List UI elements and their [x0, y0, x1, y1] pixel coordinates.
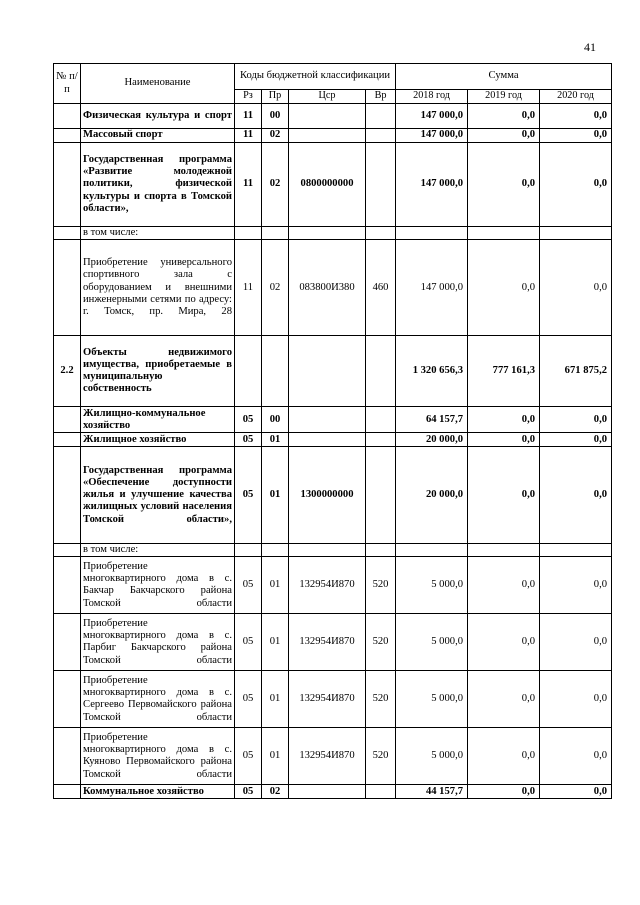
- cell-pr: 01: [262, 557, 289, 614]
- cell-sum-2019: 0,0: [468, 614, 540, 671]
- cell-num: [54, 143, 81, 227]
- cell-name: Государственная программа «Обеспечение доступности жилья и улучшение качества жилищных условий населения Томской области»,: [81, 447, 235, 544]
- cell-pr: 01: [262, 671, 289, 728]
- cell-sum-2019: 0,0: [468, 447, 540, 544]
- cell-rz: [235, 227, 262, 240]
- cell-name: Жилищное хозяйство: [81, 433, 235, 447]
- cell-name: в том числе:: [81, 227, 235, 240]
- cell-csr: 0800000000: [289, 143, 366, 227]
- cell-rz: 11: [235, 104, 262, 129]
- cell-num: [54, 544, 81, 557]
- cell-pr: 01: [262, 728, 289, 785]
- cell-num: [54, 614, 81, 671]
- cell-sum-2020: 0,0: [540, 728, 612, 785]
- cell-sum-2018: 44 157,7: [396, 785, 468, 799]
- cell-csr: [289, 407, 366, 433]
- cell-sum-2019: 0,0: [468, 143, 540, 227]
- cell-sum-2020: 671 875,2: [540, 336, 612, 407]
- cell-sum-2020: 0,0: [540, 104, 612, 129]
- cell-pr: 00: [262, 104, 289, 129]
- header-num: № п/п: [54, 64, 81, 104]
- cell-pr: 01: [262, 614, 289, 671]
- cell-vr: [366, 227, 396, 240]
- cell-rz: 05: [235, 671, 262, 728]
- cell-num: [54, 557, 81, 614]
- cell-sum-2019: [468, 544, 540, 557]
- cell-sum-2018: [396, 544, 468, 557]
- cell-name: Приобретение многоквартирного дома в с. Парбиг Бакчарского района Томской области: [81, 614, 235, 671]
- cell-rz: 05: [235, 614, 262, 671]
- cell-vr: [366, 407, 396, 433]
- cell-vr: [366, 129, 396, 143]
- cell-rz: [235, 544, 262, 557]
- cell-num: [54, 129, 81, 143]
- cell-rz: 05: [235, 447, 262, 544]
- cell-sum-2020: 0,0: [540, 433, 612, 447]
- table-row: [54, 447, 612, 544]
- cell-num: [54, 433, 81, 447]
- cell-name: Приобретение многоквартирного дома в с. Бакчар Бакчарского района Томской области: [81, 557, 235, 614]
- cell-sum-2018: 5 000,0: [396, 728, 468, 785]
- cell-vr: [366, 785, 396, 799]
- table-row: [54, 785, 612, 799]
- table-row: [54, 671, 612, 728]
- budget-table: [53, 63, 612, 799]
- cell-sum-2018: 5 000,0: [396, 671, 468, 728]
- cell-rz: 05: [235, 785, 262, 799]
- cell-vr: [366, 447, 396, 544]
- cell-csr: [289, 433, 366, 447]
- cell-vr: 460: [366, 240, 396, 336]
- cell-csr: [289, 336, 366, 407]
- header-name: Наименование: [81, 64, 235, 104]
- cell-sum-2018: 5 000,0: [396, 557, 468, 614]
- cell-vr: [366, 104, 396, 129]
- cell-vr: 520: [366, 614, 396, 671]
- cell-sum-2019: 0,0: [468, 557, 540, 614]
- table-row: [54, 104, 612, 129]
- header-sum: Сумма: [396, 64, 612, 90]
- cell-sum-2020: 0,0: [540, 671, 612, 728]
- cell-pr: 02: [262, 240, 289, 336]
- cell-name: в том числе:: [81, 544, 235, 557]
- cell-name: Массовый спорт: [81, 129, 235, 143]
- cell-sum-2019: 0,0: [468, 785, 540, 799]
- cell-sum-2020: 0,0: [540, 407, 612, 433]
- cell-name: Приобретение универсального спортивного зала с оборудованием и внешними инженерными сетями по адресу: г. Томск, пр. Мира, 28: [81, 240, 235, 336]
- cell-sum-2018: 147 000,0: [396, 129, 468, 143]
- header-year-2020: 2020 год: [540, 90, 612, 104]
- cell-sum-2020: [540, 544, 612, 557]
- header-rz: Рз: [235, 90, 262, 104]
- cell-vr: 520: [366, 557, 396, 614]
- header-codes: Коды бюджетной классификации: [235, 64, 396, 90]
- table-row: [54, 143, 612, 227]
- header-vr: Вр: [366, 90, 396, 104]
- cell-vr: [366, 433, 396, 447]
- cell-sum-2018: 20 000,0: [396, 447, 468, 544]
- cell-vr: [366, 143, 396, 227]
- cell-name: Приобретение многоквартирного дома в с. Куяново Первомайского района Томской области: [81, 728, 235, 785]
- cell-sum-2018: 20 000,0: [396, 433, 468, 447]
- table-row: [54, 336, 612, 407]
- table-row: [54, 614, 612, 671]
- cell-pr: 02: [262, 785, 289, 799]
- cell-name: Государственная программа «Развитие молодежной политики, физической культуры и спорта в Томской области»,: [81, 143, 235, 227]
- cell-rz: 05: [235, 728, 262, 785]
- table-row: [54, 544, 612, 557]
- cell-sum-2018: [396, 227, 468, 240]
- cell-pr: 00: [262, 407, 289, 433]
- cell-rz: 11: [235, 143, 262, 227]
- cell-num: [54, 728, 81, 785]
- cell-sum-2019: 0,0: [468, 240, 540, 336]
- table-row: [54, 227, 612, 240]
- cell-sum-2020: 0,0: [540, 614, 612, 671]
- cell-rz: 05: [235, 407, 262, 433]
- cell-rz: 11: [235, 240, 262, 336]
- cell-csr: 132954И870: [289, 557, 366, 614]
- cell-csr: 132954И870: [289, 728, 366, 785]
- cell-sum-2018: 64 157,7: [396, 407, 468, 433]
- cell-pr: [262, 227, 289, 240]
- cell-vr: 520: [366, 728, 396, 785]
- page-number: 41: [584, 40, 596, 54]
- cell-rz: 05: [235, 557, 262, 614]
- table-row: [54, 407, 612, 433]
- cell-sum-2020: 0,0: [540, 143, 612, 227]
- header-csr: Цср: [289, 90, 366, 104]
- cell-pr: [262, 544, 289, 557]
- cell-csr: [289, 129, 366, 143]
- cell-pr: 01: [262, 447, 289, 544]
- cell-sum-2018: 147 000,0: [396, 240, 468, 336]
- cell-num: [54, 240, 81, 336]
- table-row: [54, 557, 612, 614]
- cell-sum-2020: 0,0: [540, 785, 612, 799]
- cell-sum-2018: 1 320 656,3: [396, 336, 468, 407]
- cell-sum-2019: [468, 227, 540, 240]
- cell-sum-2020: 0,0: [540, 129, 612, 143]
- cell-vr: [366, 544, 396, 557]
- cell-num: [54, 785, 81, 799]
- cell-name: Приобретение многоквартирного дома в с. Сергеево Первомайского района Томской области: [81, 671, 235, 728]
- cell-csr: [289, 544, 366, 557]
- header-pr: Пр: [262, 90, 289, 104]
- cell-sum-2020: [540, 227, 612, 240]
- cell-num: 2.2: [54, 336, 81, 407]
- cell-pr: 02: [262, 143, 289, 227]
- cell-vr: 520: [366, 671, 396, 728]
- cell-sum-2020: 0,0: [540, 557, 612, 614]
- cell-sum-2018: 147 000,0: [396, 143, 468, 227]
- cell-csr: 132954И870: [289, 614, 366, 671]
- header-year-2018: 2018 год: [396, 90, 468, 104]
- cell-pr: 02: [262, 129, 289, 143]
- cell-sum-2019: 0,0: [468, 671, 540, 728]
- cell-pr: 01: [262, 433, 289, 447]
- cell-sum-2019: 0,0: [468, 407, 540, 433]
- cell-num: [54, 104, 81, 129]
- cell-sum-2018: 5 000,0: [396, 614, 468, 671]
- cell-sum-2019: 777 161,3: [468, 336, 540, 407]
- cell-sum-2019: 0,0: [468, 728, 540, 785]
- cell-rz: [235, 336, 262, 407]
- cell-name: Объекты недвижимого имущества, приобретаемые в муниципальную собственность: [81, 336, 235, 407]
- header-year-2019: 2019 год: [468, 90, 540, 104]
- cell-num: [54, 447, 81, 544]
- cell-csr: [289, 104, 366, 129]
- cell-csr: 083800И380: [289, 240, 366, 336]
- table-row: [54, 240, 612, 336]
- cell-sum-2020: 0,0: [540, 240, 612, 336]
- cell-name: Коммунальное хозяйство: [81, 785, 235, 799]
- cell-csr: [289, 785, 366, 799]
- table-row: [54, 728, 612, 785]
- cell-sum-2019: 0,0: [468, 433, 540, 447]
- cell-pr: [262, 336, 289, 407]
- cell-num: [54, 407, 81, 433]
- cell-name: Физическая культура и спорт: [81, 104, 235, 129]
- cell-csr: 1300000000: [289, 447, 366, 544]
- cell-vr: [366, 336, 396, 407]
- cell-rz: 11: [235, 129, 262, 143]
- cell-rz: 05: [235, 433, 262, 447]
- cell-name: Жилищно-коммунальное хозяйство: [81, 407, 235, 433]
- table-row: [54, 433, 612, 447]
- cell-sum-2020: 0,0: [540, 447, 612, 544]
- cell-csr: 132954И870: [289, 671, 366, 728]
- cell-sum-2018: 147 000,0: [396, 104, 468, 129]
- cell-csr: [289, 227, 366, 240]
- cell-num: [54, 671, 81, 728]
- cell-sum-2019: 0,0: [468, 129, 540, 143]
- table-row: [54, 129, 612, 143]
- cell-sum-2019: 0,0: [468, 104, 540, 129]
- cell-num: [54, 227, 81, 240]
